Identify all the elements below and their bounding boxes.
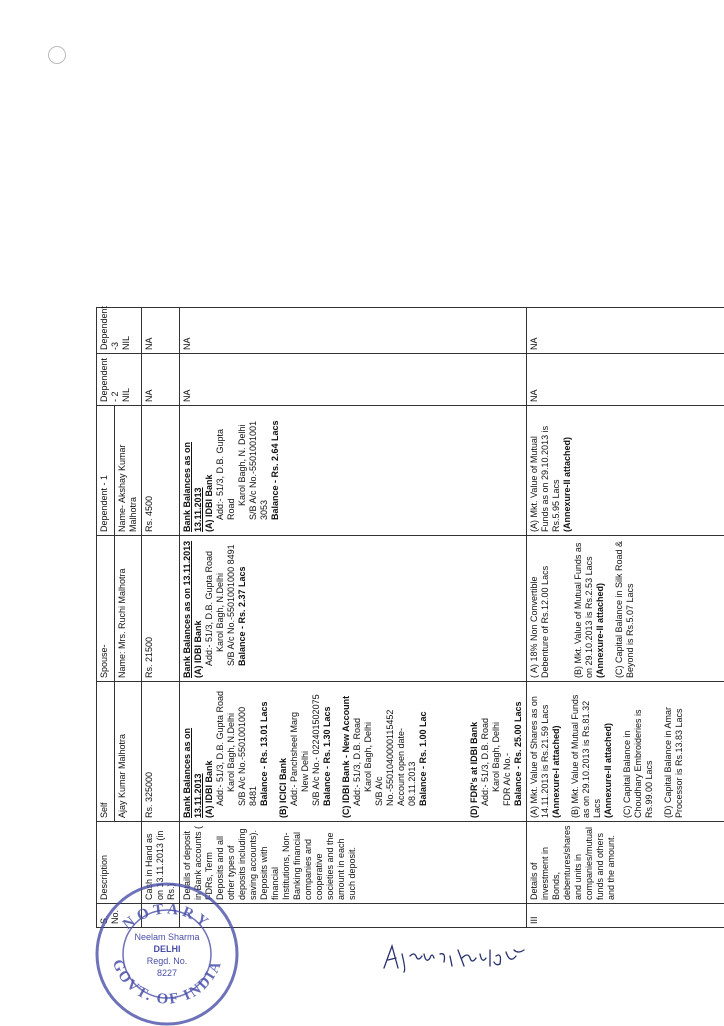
dep1-bank-a-balance: Balance - Rs. 2.64 Lacs <box>270 409 281 532</box>
dep1-name: Name- Akshay Kumar Malhotra <box>115 406 142 536</box>
cash-self: Rs. 325000 <box>142 682 180 822</box>
signature-icon <box>380 940 530 974</box>
dep1-bank-a-title: (A) IDBI Bank <box>204 409 215 532</box>
self-invest-a-note: (Annexure-I attached) <box>551 685 562 818</box>
dep1-bank-a-addr1: Add:- 51/3, D.B. Gupta Road <box>215 409 237 532</box>
bank-dep1 <box>180 406 527 536</box>
self-invest-d: (D) Capital Balance in Amar Processor is Rs.13.83 Lacs <box>663 685 685 818</box>
header-dependent-3 <box>97 308 142 354</box>
self-invest-b-note: (Annexure-II attached) <box>603 685 614 818</box>
invest-dep1 <box>527 406 724 536</box>
header-dependent-1: Dependent - 1 <box>97 406 115 536</box>
self-bank-c-balance: Balance - Rs. 1.00 Lac <box>418 685 429 818</box>
self-bank-d-addr2: Karol Bagh, Delhi <box>491 685 502 818</box>
cash-dep2: NA <box>142 354 180 406</box>
seal-regd: Regd. No. <box>147 956 188 966</box>
spouse-bank-a-acct: S/B A/c No.-5501001000 8491 <box>226 539 237 678</box>
bank-self <box>180 682 527 822</box>
cash-description: Cash in Hand as on 13.11.2013 (in Rs.) <box>142 822 180 904</box>
self-bank-d-addr1: Add:- 51/3, D.B. Road <box>480 685 491 818</box>
spouse-name: Name: Mrs. Ruchi Malhotra <box>115 536 142 682</box>
cash-dep3: NA <box>142 308 180 354</box>
invest-self <box>527 682 724 822</box>
dep1-bank-a-addr2: Karol Bagh, N. Delhi <box>237 409 248 532</box>
self-bank-a-acct: S/B A/c No.-5501001000 8481 <box>237 685 259 818</box>
spouse-invest-a: ( A) 18% Non Convertible Debenture of Rs.12.00 Lacs <box>529 539 551 678</box>
self-invest-b: (B) Mkt. Value of Mutual Funds as on 29.10.2013 is Rs.81.32 Lacs <box>570 685 603 818</box>
invest-description: Details of investment in Bonds, debentures/shares and units in companies/mutual funds and others and the amount. <box>527 822 724 904</box>
bank-dep2: NA <box>180 354 527 406</box>
seal-city: DELHI <box>154 944 181 954</box>
self-bank-b-title: (B) ICICI Bank <box>278 685 289 818</box>
self-bank-c-addr2: Karol Bagh, Delhi <box>363 685 374 818</box>
spouse-bank-a-addr1: Add:- 51/3, D.B. Gupta Road <box>204 539 215 678</box>
header-dependent-3-name: NIL <box>121 311 132 350</box>
self-bank-b-balance: Balance - Rs. 1.30 Lacs <box>322 685 333 818</box>
header-sno: S. No. <box>97 904 142 928</box>
self-bank-c-title: (C) IDBI Bank - New Account <box>341 685 352 818</box>
self-invest-a: (A) Mkt. Value of Shares as on 14.11.2013 is Rs.21.59 Lacs <box>529 685 551 818</box>
self-bank-b-addr1: Add:- Panchsheel Marg <box>289 685 300 818</box>
header-self: Self <box>97 682 115 822</box>
spouse-bank-a-title: (A) IDBI Bank <box>193 539 204 678</box>
seal-number: 8227 <box>157 968 177 978</box>
bank-dep3: NA <box>180 308 527 354</box>
cash-dep1: Rs. 4500 <box>142 406 180 536</box>
spouse-invest-b-note: (Annexure-II attached) <box>595 539 606 678</box>
bank-spouse <box>180 536 527 682</box>
self-bank-d-balance: Balance - Rs. 25.00 Lacs <box>513 685 524 818</box>
header-dependent-2 <box>97 354 142 406</box>
spouse-bank-a-balance: Balance - Rs. 2.37 Lacs <box>237 539 248 678</box>
self-bank-c-addr1: Add:- 51/3, D.B. Road <box>352 685 363 818</box>
self-bank-a-addr2: Karol Bagh, N.Delhi <box>226 685 237 818</box>
notary-seal-icon <box>92 876 242 1026</box>
spouse-invest-b: (B) Mkt. Value of Mutual Funds as on 29.10.2013 is Rs.2.53 Lacs <box>573 539 595 678</box>
bank-description: Details of deposit in Bank accounts ( FDRs, Term Deposits and all other types of deposits including saving accounts). Deposits with financial Institutions, Non-Banking financial companies and cooperative societies and the amount in each such deposit. <box>180 822 527 904</box>
self-name: Ajay Kumar Malhotra <box>115 682 142 822</box>
cash-spouse: Rs. 21500 <box>142 536 180 682</box>
spouse-bank-heading: Bank Balances as on 13.11.2013 <box>182 539 193 678</box>
header-spouse: Spouse- <box>97 536 115 682</box>
rotated-table-container <box>96 120 710 928</box>
header-dependent-3-label: Dependent -3 <box>99 311 121 350</box>
header-dependent-2-label: Dependent - 2 <box>99 357 121 402</box>
punch-hole <box>48 46 66 64</box>
blank-margin <box>97 120 724 308</box>
dep1-invest-a-note: (Annexure-II attached) <box>562 409 573 532</box>
self-bank-b-addr2: New Delhi <box>300 685 311 818</box>
self-bank-d-title: (D) FDR's at IDBI Bank <box>469 685 480 818</box>
invest-dep3: NA <box>527 308 724 354</box>
dep1-bank-heading: Bank Balances as on 13.11.2013 <box>182 409 204 532</box>
dep1-bank-a-acct: S/B A/c No.-5501001001 3053 <box>248 409 270 532</box>
self-bank-c-acct: S/B A/c No.-5501040000115452 <box>374 685 396 818</box>
self-bank-a-balance: Balance - Rs. 13.01 Lacs <box>259 685 270 818</box>
self-bank-c-open: Account open date- 08.11.2013 <box>396 685 418 818</box>
asset-declaration-table <box>96 120 724 929</box>
self-bank-d-acct: FDR A/c No.- <box>502 685 513 818</box>
dep1-invest-a: (A) Mkt. Value of Mutual Funds as on 29.10.2013 is Rs.5.95 Lacs <box>529 409 562 532</box>
self-bank-a-title: (A) IDBI Bank <box>204 685 215 818</box>
seal-bottom-text: GOVT. OF INDIA <box>109 957 225 1007</box>
invest-spouse <box>527 536 724 682</box>
seal-top-text: NOTARY <box>120 901 214 933</box>
spouse-bank-a-addr2: Karol Bagh, N.Delhi <box>215 539 226 678</box>
seal-name: Neelam Sharma <box>134 932 199 942</box>
spouse-invest-c: (C) Capital Balance in Silk Road & Beyond is Rs.5.07 Lacs <box>614 539 636 678</box>
header-dependent-2-name: NIL <box>121 357 132 402</box>
self-invest-c: (C) Capital Balance in Choudhary Embroideries is Rs.99.00 Lacs <box>622 685 655 818</box>
invest-sno: III <box>527 904 724 928</box>
invest-dep2: NA <box>527 354 724 406</box>
svg-text:NOTARY <box>120 901 214 933</box>
self-bank-b-acct: S/B A/c No.- 022401502075 <box>311 685 322 818</box>
header-description: Description <box>97 822 142 904</box>
self-bank-a-addr1: Add:- 51/3, D.B. Gupta Road <box>215 685 226 818</box>
self-bank-heading: Bank Balances as on 13.11.2013 <box>182 685 204 818</box>
